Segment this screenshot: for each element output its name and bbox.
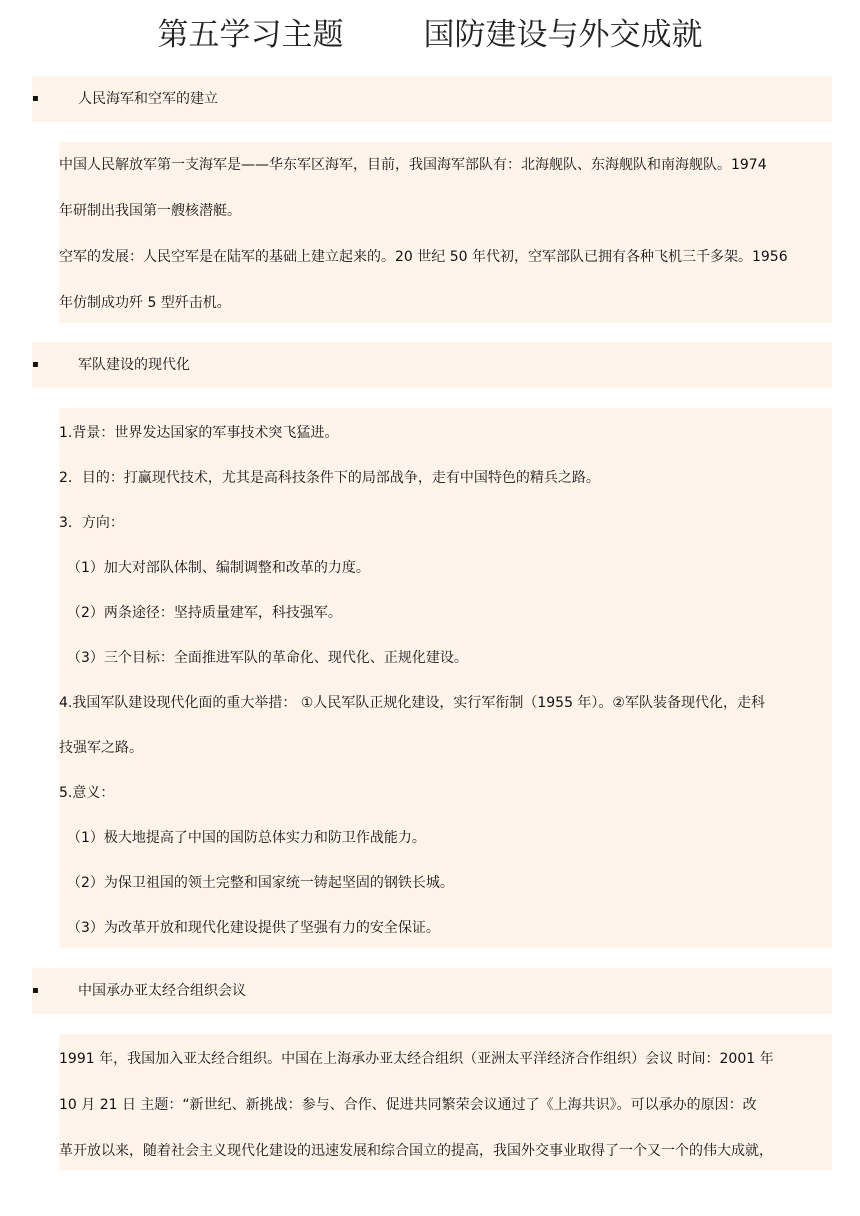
section-body-apec <box>59 1034 832 1170</box>
section-body-navy-airforce <box>59 142 832 323</box>
paragraph-line: （1）极大地提高了中国的国防总体实力和防卫作战能力。 <box>67 830 426 846</box>
paragraph-line: 中国人民解放军第一支海军是——华东军区海军，目前，我国海军部队有：北海舰队、东海舰队和南海舰队。1974 <box>59 157 767 173</box>
page-title <box>0 12 860 58</box>
section-body-military-modernization <box>59 408 832 948</box>
section-heading-label: 人民海军和空军的建立 <box>78 91 218 107</box>
paragraph-line: 3．方向： <box>59 515 124 531</box>
section-heading-label: 中国承办亚太经合组织会议 <box>78 983 246 999</box>
paragraph-line: 1.背景：世界发达国家的军事技术突飞猛进。 <box>59 425 339 441</box>
paragraph-line: 空军的发展：人民空军是在陆军的基础上建立起来的。20 世纪 50 年代初，空军部队已拥有各种飞机三千多架。1956 <box>59 249 788 265</box>
paragraph-line: （3）为改革开放和现代化建设提供了坚强有力的安全保证。 <box>67 920 440 936</box>
paragraph-line: 10 月 21 日 主题：“新世纪、新挑战：参与、合作、促进共同繁荣会议通过了《上海共识》。可以承办的原因：改 <box>59 1097 757 1113</box>
paragraph-line: 革开放以来，随着社会主义现代化建设的迅速发展和综合国立的提高，我国外交事业取得了一个又一个的伟大成就， <box>59 1143 773 1159</box>
paragraph-line: 1991 年，我国加入亚太经合组织。中国在上海承办亚太经合组织（亚洲太平洋经济合作组织）会议 时间：2001 年 <box>59 1051 774 1067</box>
paragraph-line: 2．目的：打赢现代技术，尤其是高科技条件下的局部战争，走有中国特色的精兵之路。 <box>59 470 600 486</box>
paragraph-line: 年研制出我国第一艘核潜艇。 <box>59 203 241 219</box>
section-heading-military-modernization <box>32 342 832 388</box>
paragraph-line: （1）加大对部队体制、编制调整和改革的力度。 <box>67 560 370 576</box>
paragraph-line: 技强军之路。 <box>59 740 143 756</box>
title-right: 国防建设与外交成就 <box>423 17 703 53</box>
paragraph-line: （2）为保卫祖国的领土完整和国家统一铸起坚固的钢铁长城。 <box>67 875 454 891</box>
section-heading-navy-airforce <box>32 76 832 122</box>
title-left: 第五学习主题 <box>157 17 344 53</box>
bullet-icon: ▪ <box>32 359 39 370</box>
paragraph-line: 4.我国军队建设现代化面的重大举措： ①人民军队正规化建设，实行军衔制（1955 年）。②军队装备现代化，走科 <box>59 695 765 711</box>
section-heading-label: 军队建设的现代化 <box>78 357 190 373</box>
paragraph-line: （3）三个目标：全面推进军队的革命化、现代化、正规化建设。 <box>67 650 468 666</box>
paragraph-line: 年仿制成功歼 5 型歼击机。 <box>59 295 231 311</box>
section-heading-apec <box>32 968 832 1014</box>
paragraph-line: 5.意义： <box>59 785 115 801</box>
bullet-icon: ▪ <box>32 93 39 104</box>
paragraph-line: （2）两条途径：坚持质量建军，科技强军。 <box>67 605 342 621</box>
bullet-icon: ▪ <box>32 985 39 996</box>
